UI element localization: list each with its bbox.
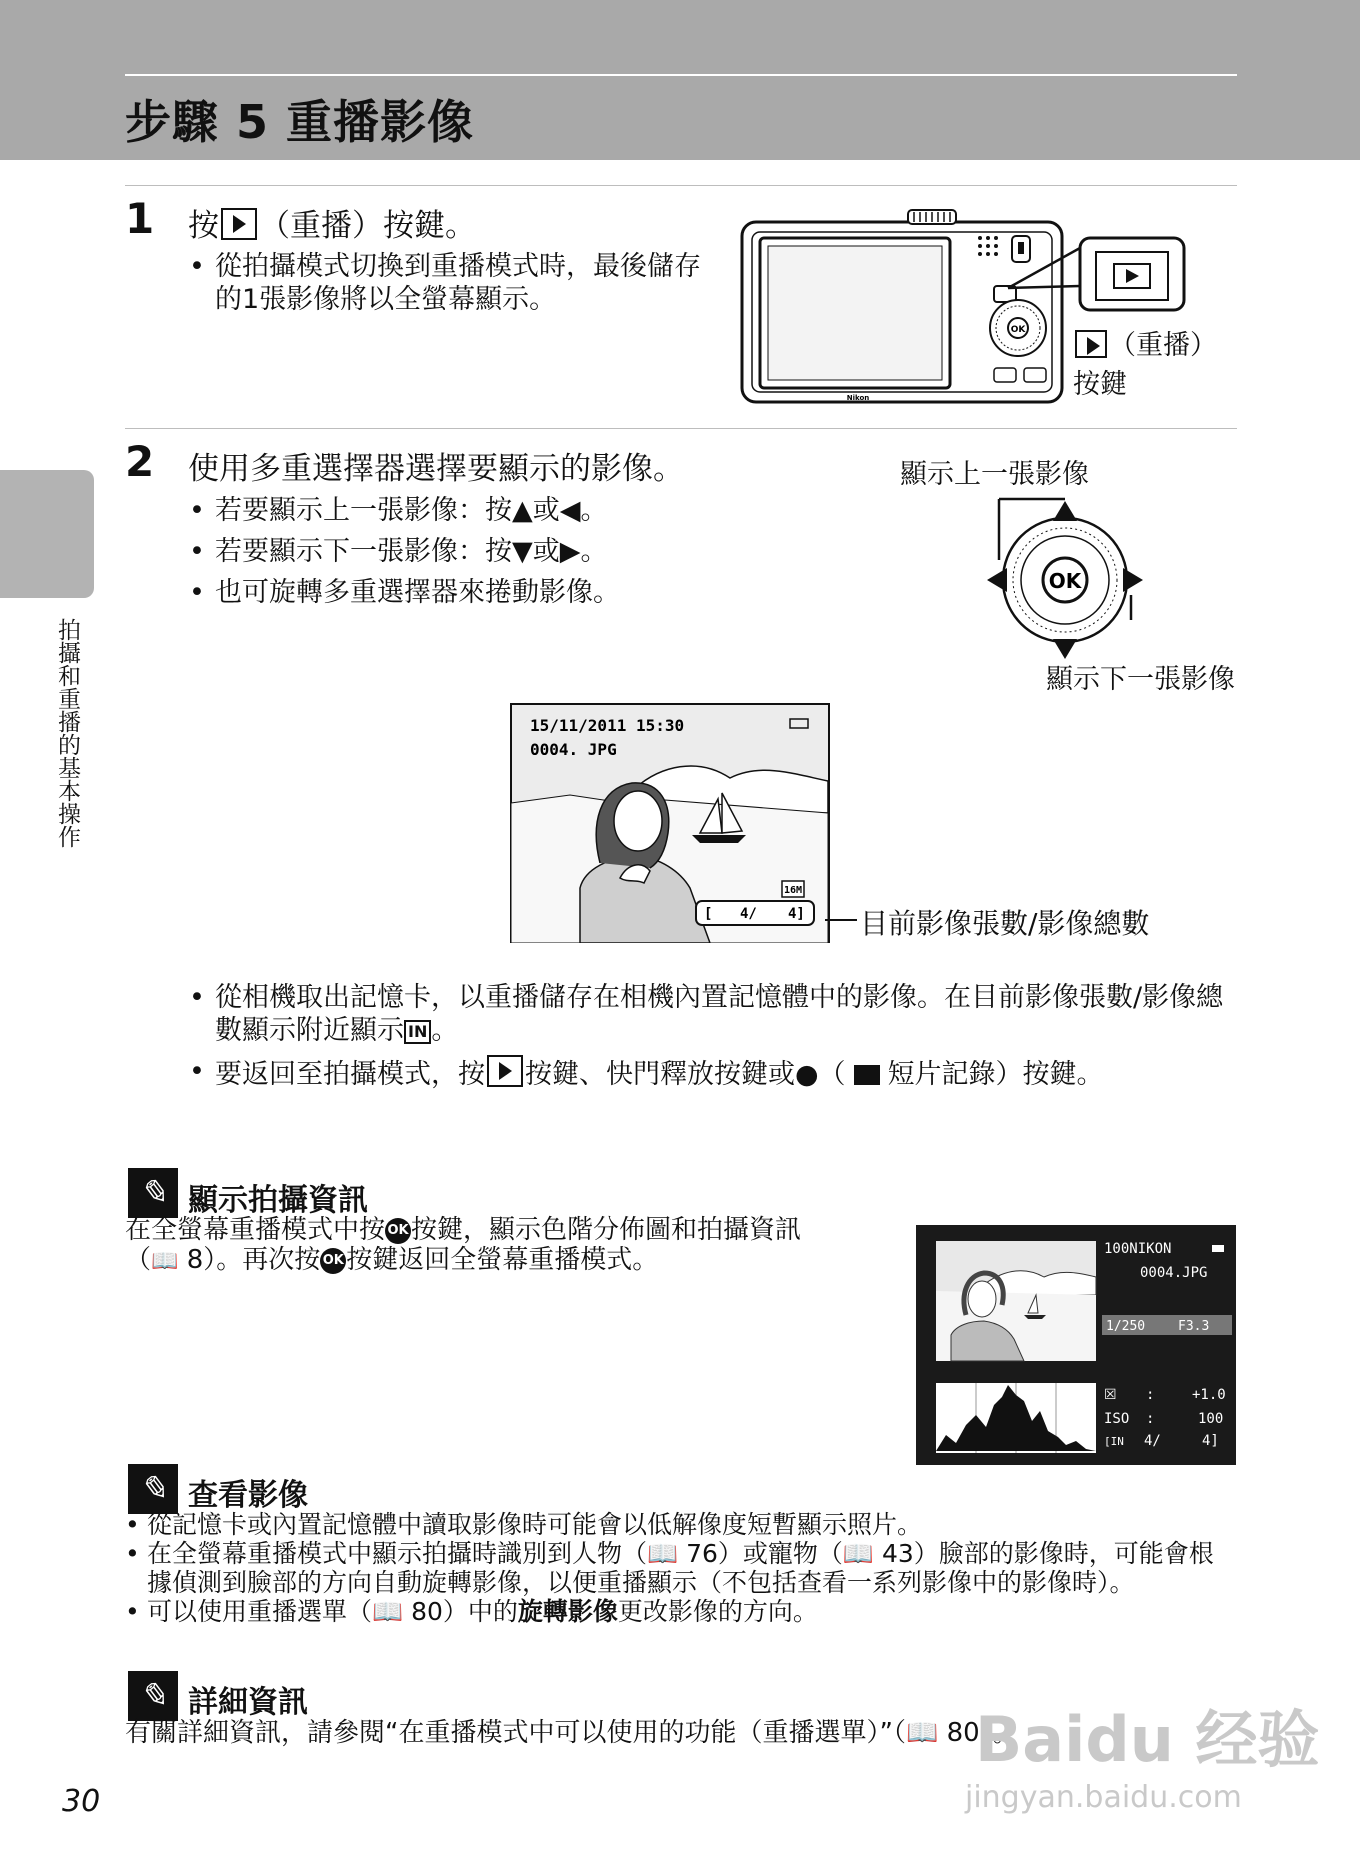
after-bullet-1 [185,981,1245,1047]
note1-line2-a: （ [125,1245,152,1275]
step1-title-pre: 按 [188,208,219,244]
preview-datetime: 15/11/2011 15:30 [530,716,685,735]
page-title: 步驟 5 重播影像 [125,95,475,149]
info-colon: : [1146,1411,1155,1427]
callout-label-text: （重播） [1109,330,1217,361]
note2-bullets [125,1510,1235,1626]
pencil-icon: ✎ [128,1671,178,1721]
note2-b3-a: 可以使用重播選單（📖 80）中的 [147,1597,518,1626]
step2-bullets [185,494,805,609]
step1-number: 1 [125,194,155,243]
note2-bullet: • 從記憶卡或內置記憶體中讀取影像時可能會以低解像度短暫顯示照片。 [125,1510,1235,1539]
side-tab [0,470,94,598]
note1-ref: 8 [186,1245,204,1275]
up-arrow [1053,501,1077,521]
playback-icon [221,208,257,240]
note2-b3-bold: 旋轉影像 [517,1597,618,1626]
left-arrow [987,568,1007,592]
delete-button [1024,368,1046,382]
info-iso-value: 100 [1198,1411,1224,1427]
note3-title: 詳細資訊 [188,1685,308,1720]
note1-line2-c: 按鍵返回全螢幕重播模式。 [346,1245,659,1275]
info-mem-label: [IN [1104,1435,1124,1448]
playback-icon-callout [1075,330,1107,358]
note1-line2 [125,1245,885,1277]
ok-label: OK [1048,569,1082,593]
after-bullet-2-mid: 按鍵、快門釋放按鍵或●（ [525,1059,846,1090]
after-bullet-1-end: 。 [431,1015,459,1046]
info-iso-label: ISO [1104,1411,1130,1427]
svg-text:OK: OK [1010,325,1026,335]
step2-bullet: • 若要顯示上一張影像：按▲或◀。 [185,494,805,527]
step1-title [188,200,476,245]
step2-bullet: • 若要顯示下一張影像：按▼或▶。 [185,535,805,568]
right-arrow [1123,568,1143,592]
side-tab-label: 拍攝和重播的基本操作 [54,618,80,848]
info-file: 0004.JPG [1140,1265,1208,1281]
step1-callout-label2: 按鍵 [1073,369,1127,400]
note1-line1-a: 在全螢幕重播模式中按 [125,1215,386,1245]
info-ev-value: +1.0 [1192,1387,1226,1403]
info-ev-label: ☒ [1104,1387,1117,1403]
shooting-info-screen [916,1225,1236,1465]
playback-icon-inline [487,1055,523,1087]
step1-title-post: （重播）按鍵。 [259,208,476,244]
multi-selector-diagram [985,495,1155,675]
after-bullet-1-text: 從相機取出記憶卡，以重播儲存在相機內置記憶體中的影像。在目前影像張數/影像總數顯示附近顯示 [215,982,1224,1046]
info-count-current: 4/ [1144,1433,1161,1449]
note1-line1-b: 按鍵，顯示色階分佈圖和拍攝資訊 [411,1215,802,1245]
ok-icon: OK [385,1218,411,1244]
info-aperture: F3.3 [1178,1319,1210,1334]
counter-total: 4] [788,906,805,922]
watermark: Baidu 经验 [975,1703,1320,1776]
info-folder: 100NIKON [1104,1241,1172,1257]
after-bullet-2-end: 短片記錄）按鍵。 [887,1059,1104,1090]
pencil-icon: ✎ [128,1464,178,1514]
after-bullet-2-text: 要返回至拍攝模式，按 [215,1059,485,1090]
step1-callout-label [1073,323,1217,362]
note1-line1 [125,1215,885,1245]
preview-filename: 0004. JPG [530,740,617,759]
watermark-url: jingyan.baidu.com [965,1780,1242,1815]
internal-memory-icon: IN [404,1020,431,1044]
counter-callout-line [825,919,857,921]
speaker-grille [978,236,998,256]
counter-current: 4/ [740,906,757,922]
step2-title: 使用多重選擇器選擇要顯示的影像。 [188,451,684,487]
down-arrow [1053,639,1077,659]
pencil-icon: ✎ [128,1168,178,1218]
note2-b3-b: 更改影像的方向。 [617,1597,818,1626]
note1-title: 顯示拍攝資訊 [188,1183,368,1218]
note1-line2-b: ）。再次按 [203,1245,321,1275]
step1-bullet: • 從拍攝模式切換到重播模式時，最後儲存的1張影像將以全螢幕顯示。 [185,250,705,316]
step1-rule [125,185,1237,186]
after-bullets [185,981,1245,1091]
info-count-total: 4] [1202,1433,1219,1449]
note3-body: 有關詳細資訊，請參閱“在重播模式中可以使用的功能（重播選單）”（📖 80）。 [125,1718,1019,1748]
label-next-image: 顯示下一張影像 [1046,664,1235,695]
info-shutter: 1/250 [1106,1319,1146,1334]
ok-icon: OK [320,1248,346,1274]
label-prev-image: 顯示上一張影像 [900,459,1089,490]
note2-title: 查看影像 [188,1478,308,1513]
note2-bullet-3 [125,1597,1235,1626]
size-badge: 16M [783,885,803,896]
menu-button [994,368,1016,382]
step2-rule [125,428,1237,429]
person-face [614,791,662,851]
camera-back-illustration [738,208,1238,408]
camera-brand: Nikon [846,394,870,402]
book-icon: 📖 [151,1249,179,1274]
movie-record-icon [854,1065,880,1085]
step2-bullet: • 也可旋轉多重選擇器來捲動影像。 [185,576,805,609]
step1-bullets [185,250,705,316]
info-colon: : [1146,1387,1155,1403]
counter-callout-label: 目前影像張數/影像總數 [860,907,1150,940]
page-number: 30 [62,1784,101,1819]
note2-bullet: • 在全螢幕重播模式中顯示拍攝時識別到人物（📖 76）或寵物（📖 43）臉部的影像時，可能會根據偵測到臉部的方向自動旋轉影像，以便重播顯示（不包括查看一系列影像中的影像時）。 [125,1539,1235,1597]
playback-preview-screen [510,703,830,943]
header-rule [125,74,1237,76]
after-bullet-2 [185,1055,1245,1091]
counter-bracket: [ [704,906,713,922]
step2-number: 2 [125,437,155,486]
note1-body [125,1215,885,1277]
